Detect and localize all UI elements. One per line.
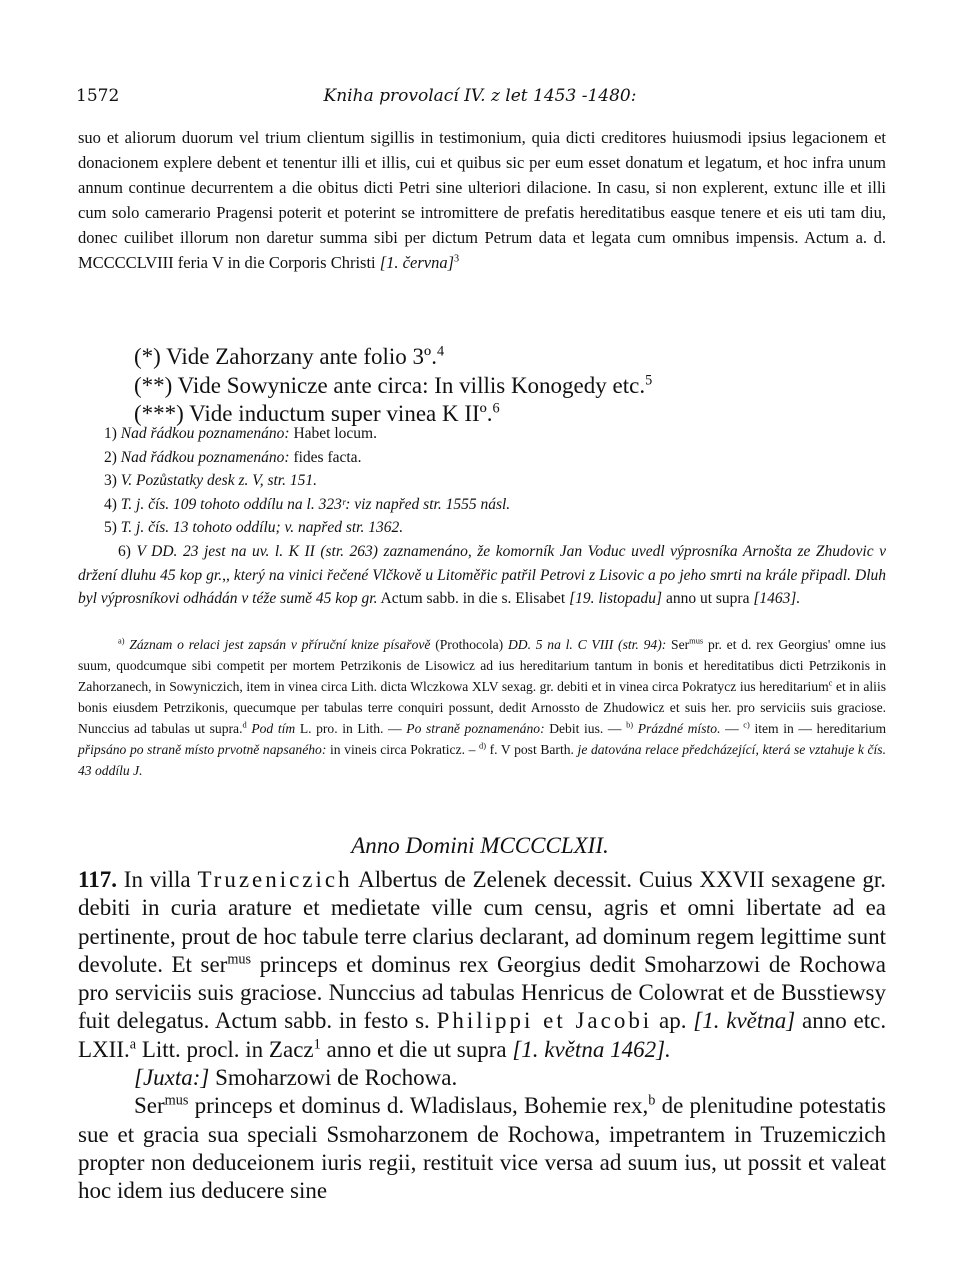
critical-apparatus: $^{a)}$ Záznam o relaci jest zapsán v příruční knize písařově (Prothocola) DD. 5 na l. C VIII (str. 94): Ser$^{mus}$ pr. et d. rex Georgius' omne ius suum, quodcumque sibi competit per mortem Petrzikonis de Lisowicz ad ius hereditarium tantum in bonis et hereditatibus dicti Petrzikonis in Zahorzanech, in Sowyniczich, item in vinea circa Lith. dicta Wlczkowa XLV sexag. gr. debiti et in vinea circa Pokratycz ius hereditarium$^c$ et in aliis bonis eiusdem Petrzikonis, quecumque per tabulas terre conquiri possunt, dedit Arnossto de Zhudowicz et suis her. pro serviciis suis graciose. Nunccius ad tabulas ut supra.$^d$ Pod tím L. pro. in Lith. — Po straně poznamenáno: Debit ius. — $^{b)}$ Prázdné místo. — $^{c)}$ item in — hereditarium připsáno po straně místo prvotně napsaného: in vineis circa Pokraticz. – $^{d)}$ f. V post Barth. je datována relace předcházející, která se vztahuje k čís. 43 oddílu J. bbox=[78, 635, 887, 778]
vide-line: (**) Vide Sowynicze ante circa: In villis Konogedy etc.$^5$ bbox=[134, 371, 653, 398]
date-note: [1. června] bbox=[379, 253, 454, 272]
footnote-ref: 3 bbox=[453, 253, 460, 265]
continuation-paragraph bbox=[78, 125, 886, 275]
vide-references bbox=[134, 343, 694, 429]
footnote-2: 2) Nad řádkou poznamenáno: fides facta. bbox=[104, 448, 362, 466]
section-heading: Anno Domini MCCCCLXII. bbox=[351, 833, 609, 858]
footnotes bbox=[104, 422, 886, 540]
entry-number: 117. bbox=[78, 867, 117, 892]
para-text: suo et aliorum duorum vel trium clientum sigillis in testimonium, quia dicti creditores huiusmodi ipsius legacionem et donacionem explere debent et tenentur illi et illis, cui et quibus sic per eum esset donatum et legatum, et hoc infra unum annum continue decurrentem a die obitus dicti Petri sine ulteriori dilacione. In casu, si non explerent, extunc ille et illi cum solo camerario Pragensi poterit et poterint se intromittere de prefatis hereditatibus easque tenere et eis uti tam diu, donec cuilibet illorum non daretur summa sibi per dictum Petrum data et legata cum omnibus impensis. Actum a. d. MCCCCLVIII feria V in die Corporis Christi bbox=[78, 128, 886, 272]
footnote-4: 4) T. j. čís. 109 tohoto oddílu na l. 323ʳ: viz napřed str. 1555 násl. bbox=[104, 495, 511, 513]
vide-line: (*) Vide Zahorzany ante folio 3º.$^4$ bbox=[134, 343, 445, 369]
vide-line: (***) Vide inductum super vinea K IIº.$^6$ bbox=[134, 400, 500, 426]
footnote-6: 6) V DD. 23 jest na uv. l. K II (str. 263) zaznamenáno, že komorník Jan Voduc uvedl výprosníka Arnošta ze Zhudovic v držení dluhu 45 kop gr.,, který na vinici řečené Vlčkově u Litoměřic patřil Petrovi z Lisovic a po jeho smrti na krále připadl. Dluh byl výprosníkovi odhádán v téže sumě 45 kop gr. Actum sabb. in die s. Elisabet [19. listopadu] anno ut supra [1463]. bbox=[78, 543, 886, 607]
footnote-1: 1) Nad řádkou poznamenáno: Habet locum. bbox=[104, 425, 377, 442]
entry-117: 117. In villa Truzeniczich Albertus de Zelenek decessit. Cuius XXVII sexagene gr. debiti in curia arature et medietate ville cum censu, agris et omni libertate ad ea pertinente, prout de hoc tabule terre clarius declarant, ad dominum regem legittime sunt devolute. Et ser$^{mus}$ princeps et dominus rex Georgius dedit Smoharzowi de Rochowa pro serviciis suis graciose. Nunccius ad tabulas Henricus de Colowrat et de Busstiewsy fuit delegatus. Actum sabb. in festo s. Philippi et Jacobi ap. [1. května] anno etc. LXII.$^a$ Litt. procl. in Zacz$^1$ anno et die ut supra [1. května 1462]. [Juxta:] Smoharzowi de Rochowa. Ser$^{mus}$ princeps et dominus d. Wladislaus, Bohemie rex,$^b$ de plenitudine potestatis sue et gracia sua speciali Ssmoharzonem de Rochowa, impetrantem in Truzemiczich propter non deduceionem iuris regii, restituit vice versa ad suum ius, ut possit et valeat hoc idem ius deducere sine bbox=[78, 867, 887, 1204]
running-header bbox=[0, 86, 960, 110]
page-number: 1572 bbox=[76, 86, 120, 106]
footnote-3: 3) V. Pozůstatky desk z. V, str. 151. bbox=[104, 472, 317, 489]
footnote-5: 5) T. j. čís. 13 tohoto oddílu; v. napřed str. 1362. bbox=[104, 519, 404, 536]
place-name: Truzeniczich bbox=[197, 867, 353, 892]
running-title: Kniha provolací IV. z let 1453 -1480: bbox=[323, 86, 637, 106]
